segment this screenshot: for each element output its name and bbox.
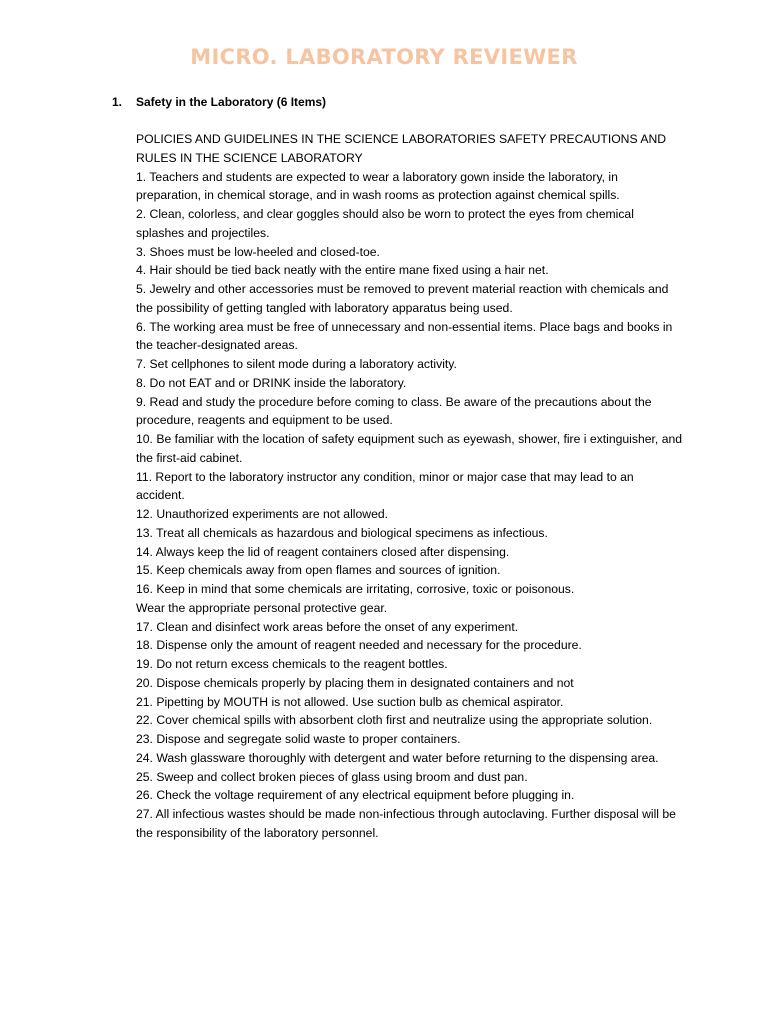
rule-paragraph: 22. Cover chemical spills with absorbent cloth first and neutralize using the appropriate solution. xyxy=(136,713,653,728)
rule-paragraph: 13. Treat all chemicals as hazardous and biological specimens as infectious. xyxy=(136,525,548,540)
rule-paragraph: 26. Check the voltage requirement of any electrical equipment before plugging in. xyxy=(136,788,575,803)
rule-paragraph: 7. Set cellphones to silent mode during a laboratory activity. xyxy=(136,357,457,371)
rule-paragraph: 15. Keep chemicals away from open flames and sources of ignition. xyxy=(136,563,501,578)
rule-paragraph: 23. Dispose and segregate solid waste to proper containers. xyxy=(136,732,461,746)
rule-paragraph: 1. Teachers and students are expected to wear a laboratory gown inside the laboratory, in preparation, in chemical storage, and in wash rooms as protection against chemical spills. xyxy=(136,169,620,203)
rule-paragraph: 20. Dispose chemicals properly by placing them in designated containers and not xyxy=(136,675,574,690)
rule-paragraph: 25. Sweep and collect broken pieces of glass using broom and dust pan. xyxy=(136,769,528,784)
section-heading xyxy=(112,93,326,111)
rule-paragraph: 17. Clean and disinfect work areas before the onset of any experiment. xyxy=(136,619,519,634)
rule-paragraph: 18. Dispense only the amount of reagent needed and necessary for the procedure. xyxy=(136,638,582,653)
intro-paragraph: POLICIES AND GUIDELINES IN THE SCIENCE LABORATORIES SAFETY PRECAUTIONS AND RULES IN THE SCIENCE LABORATORY xyxy=(136,132,667,165)
section-number: 1. xyxy=(112,95,123,109)
rule-paragraph: 11. Report to the laboratory instructor any condition, minor or major case that may lead to an accident. xyxy=(136,469,634,503)
rule-paragraph: 12. Unauthorized experiments are not allowed. xyxy=(136,507,389,521)
rule-paragraph: 27. All infectious wastes should be made non-infectious through autoclaving. Further disposal will be the responsibility of the laboratory personnel. xyxy=(136,807,676,840)
page-title: MICRO. LABORATORY REVIEWER xyxy=(190,45,578,69)
rule-paragraph: 6. The working area must be free of unnecessary and non-essential items. Place bags and books in the teacher-designated areas. xyxy=(136,319,673,353)
section-heading-text: Safety in the Laboratory (6 Items) xyxy=(136,95,327,109)
rule-paragraph: 8. Do not EAT and or DRINK inside the laboratory. xyxy=(136,375,407,390)
rule-paragraph: 4. Hair should be tied back neatly with the entire mane fixed using a hair net. xyxy=(136,263,549,278)
rule-paragraph: 10. Be familiar with the location of safety equipment such as eyewash, shower, fire i extinguisher, and the first-aid cabinet. xyxy=(136,432,683,465)
rule-paragraph: 21. Pipetting by MOUTH is not allowed. Use suction bulb as chemical aspirator. xyxy=(136,694,564,709)
rule-paragraph: 24. Wash glassware thoroughly with detergent and water before returning to the dispensing area. xyxy=(136,750,659,765)
body-text xyxy=(136,130,684,843)
rule-paragraph: 5. Jewelry and other accessories must be removed to prevent material reaction with chemicals and the possibility of getting tangled with laboratory apparatus being used. xyxy=(136,282,669,315)
rule-paragraph: 14. Always keep the lid of reagent containers closed after dispensing. xyxy=(136,544,510,559)
rule-paragraph: Wear the appropriate personal protective gear. xyxy=(136,600,388,615)
rule-paragraph: 19. Do not return excess chemicals to the reagent bottles. xyxy=(136,657,448,671)
rule-paragraph: 3. Shoes must be low-heeled and closed-toe. xyxy=(136,244,380,259)
rule-paragraph: 9. Read and study the procedure before coming to class. Be aware of the precautions about the procedure, reagents and equipment to be used. xyxy=(136,394,652,428)
rule-paragraph: 2. Clean, colorless, and clear goggles should also be worn to protect the eyes from chemical splashes and projectiles. xyxy=(136,207,634,240)
rule-paragraph: 16. Keep in mind that some chemicals are irritating, corrosive, toxic or poisonous. xyxy=(136,582,575,596)
